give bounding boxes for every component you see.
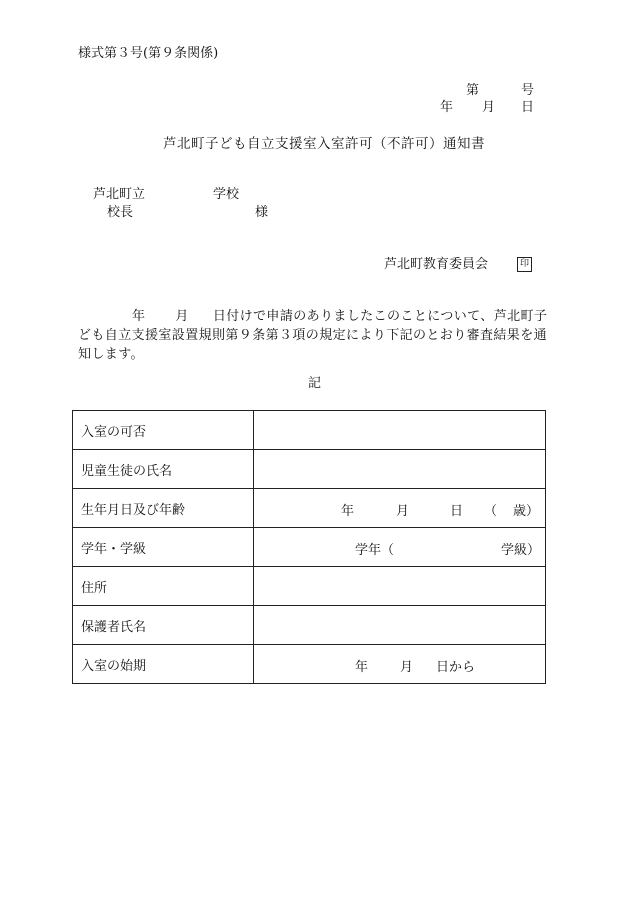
body-paragraph bbox=[78, 307, 548, 364]
table-row bbox=[73, 645, 546, 684]
start-from: 日から bbox=[436, 660, 476, 675]
birth-day: 日 bbox=[450, 504, 464, 519]
date-day: 日 bbox=[521, 100, 535, 115]
record-table bbox=[72, 410, 546, 684]
ki-heading: 記 bbox=[308, 376, 322, 391]
document-title: 芦北町子ども自立支援室入室許可（不許可）通知書 bbox=[163, 136, 485, 152]
date-year: 年 bbox=[440, 100, 454, 115]
doc-number-dai: 第 bbox=[466, 83, 480, 98]
birth-month: 月 bbox=[396, 504, 410, 519]
table-row bbox=[73, 606, 546, 645]
row-value bbox=[254, 645, 546, 684]
form-number: 様式第３号(第９条関係) bbox=[78, 46, 219, 61]
row-label: 入室の可否 bbox=[73, 411, 254, 450]
table-row bbox=[73, 489, 546, 528]
age-close: 歳） bbox=[513, 504, 540, 519]
table-row bbox=[73, 450, 546, 489]
class-label: 学級） bbox=[501, 543, 541, 558]
start-year: 年 bbox=[355, 660, 369, 675]
issuer-name: 芦北町教育委員会 bbox=[384, 257, 489, 272]
body-line-3: 知します。 bbox=[78, 347, 144, 362]
row-value bbox=[254, 411, 546, 450]
row-value bbox=[254, 450, 546, 489]
body-line-1 bbox=[78, 307, 548, 326]
age-paren-open: （ bbox=[484, 504, 498, 519]
table-row bbox=[73, 411, 546, 450]
row-label: 住所 bbox=[73, 567, 254, 606]
row-label: 生年月日及び年齢 bbox=[73, 489, 254, 528]
addressee-town: 芦北町立 bbox=[93, 187, 146, 202]
birth-year: 年 bbox=[341, 504, 355, 519]
row-value bbox=[254, 528, 546, 567]
row-value bbox=[254, 567, 546, 606]
row-label: 保護者氏名 bbox=[73, 606, 254, 645]
addressee-school: 学校 bbox=[213, 187, 240, 202]
addressee-honorific: 様 bbox=[255, 205, 269, 220]
start-month: 月 bbox=[400, 660, 414, 675]
date-month: 月 bbox=[482, 100, 496, 115]
grade-label: 学年（ bbox=[355, 543, 395, 558]
table-row bbox=[73, 567, 546, 606]
addressee-principal: 校長 bbox=[107, 205, 134, 220]
row-value bbox=[254, 606, 546, 645]
row-label: 入室の始期 bbox=[73, 645, 254, 684]
doc-number-go: 号 bbox=[521, 83, 535, 98]
seal-mark bbox=[517, 257, 532, 273]
row-label: 児童生徒の氏名 bbox=[73, 450, 254, 489]
body-year: 年 bbox=[132, 309, 146, 324]
table-row bbox=[73, 528, 546, 567]
body-month: 月 bbox=[175, 309, 189, 324]
body-line-1-rest: 日付けで申請のありましたこのことについて、芦北町子 bbox=[212, 309, 548, 324]
row-value bbox=[254, 489, 546, 528]
body-line-2: ども自立支援室設置規則第９条第３項の規定により下記のとおり審査結果を通 bbox=[78, 328, 548, 343]
seal-label: 印 bbox=[517, 257, 532, 272]
row-label: 学年・学級 bbox=[73, 528, 254, 567]
